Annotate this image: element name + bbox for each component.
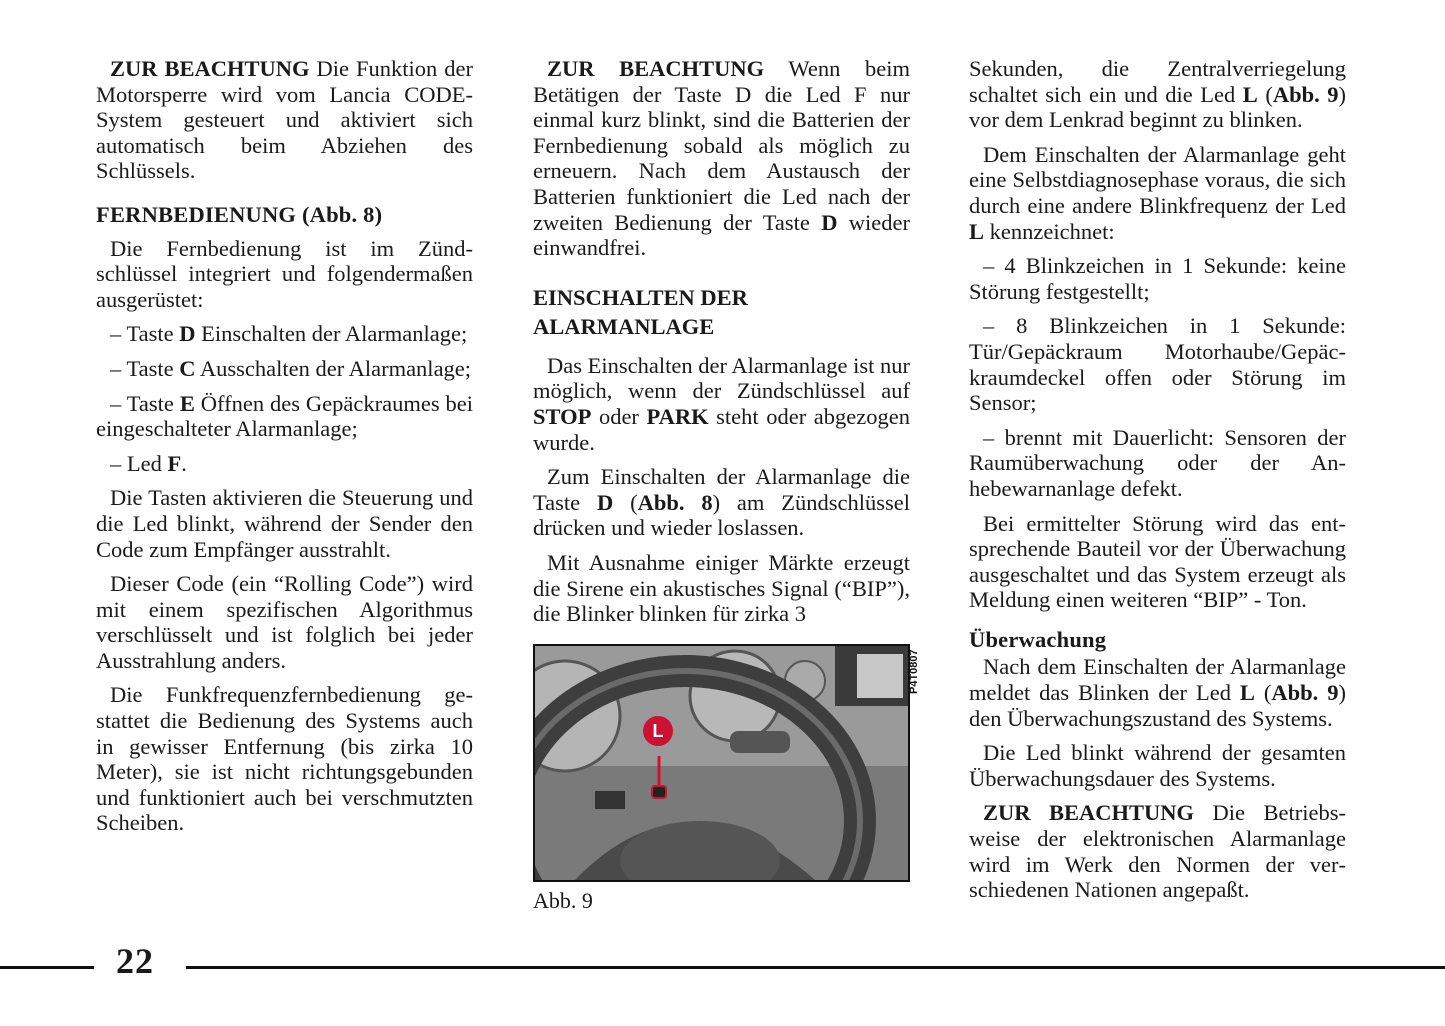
footer-rule-left	[0, 966, 94, 969]
paragraph: Das Einschalten der Alarmanlage ist nur möglich, wenn der Zündschlüssel auf STOP oder PARK steht oder abgezogen wurde.	[533, 352, 911, 455]
list-item: – 8 Blinkzeichen in 1 Sekunde: Tür/Gepäckraum Motorhaube/Gepäckraumdeckel offen oder Störung im Sensor;	[969, 313, 1346, 416]
note-paragraph: ZUR BEACHTUNG Wenn beim Betätigen der Taste D die Led F nur einmal kurz blinkt, sind die Batterien der Fernbedienung sobald als möglich zu erneuern. Nach dem Austausch der Batterien funktioniert die Led nach der zweiten Bedienung der Taste D wieder einwandfrei.	[533, 56, 911, 261]
paragraph: Die Tasten aktivieren die Steuerung und die Led blinkt, während der Sender den Code zum Empfänger ausstrahlt.	[96, 485, 473, 562]
paragraph: Mit Ausnahme einiger Märkte erzeugt die Sirene ein akustisches Signal (“BIP”), die Blinker blinken für zirka 3	[533, 549, 910, 627]
section-heading-watch: Überwachung	[969, 626, 1107, 652]
page-number: 22	[116, 941, 154, 981]
paragraph: Dieser Code (ein “Rolling Code”) wird mit einem spezifischen Algorithmus verschlüsselt und ist folglich bei jeder Ausstrahlung anders.	[96, 571, 473, 673]
paragraph: Sekunden, die Zentralverriegelung schaltet sich ein und die Led L (Abb. 9) vor dem Lenkrad beginnt zu blinken.	[969, 56, 1346, 133]
paragraph: Die Led blinkt während der gesamten Überwachungsdauer des Systems.	[969, 740, 1346, 791]
steering-wheel-illustration	[535, 646, 908, 880]
paragraph: Nach dem Einschalten der Alarmanlage meldet das Blinken der Led L (Abb. 9) den Überwachungszustand des Systems.	[969, 654, 1346, 731]
text-column-left	[96, 56, 473, 845]
list-item: – brennt mit Dauerlicht: Sensoren der Raumüberwachung oder der Anhebewarnanlage defekt.	[969, 424, 1346, 501]
list-item: – Led F.	[110, 450, 187, 476]
paragraph: Die Fernbedienung ist im Zündschlüssel integriert und folgendermaßen ausgerüstet:	[96, 235, 473, 312]
list-item: – Taste D Einschalten der Alarmanlage;	[110, 321, 468, 347]
dashboard-figure	[533, 644, 910, 882]
figure-code: P4T0807	[908, 649, 920, 695]
section-heading-alarm: EINSCHALTEN DER ALARMANLAGE	[533, 284, 748, 339]
list-item: – 4 Blinkzeichen in 1 Sekunde: keine Störung festgestellt;	[969, 253, 1346, 304]
section-heading-remote: FERNBEDIENUNG (Abb. 8)	[96, 201, 383, 227]
list-item: – Taste C Ausschalten der Alarmanlage;	[110, 355, 472, 381]
paragraph: Bei ermittelter Störung wird das entsprechende Bauteil vor der Überwachung ausgeschaltet und das System erzeugt als Meldung einen weiteren “BIP” - Ton.	[969, 510, 1346, 613]
figure-caption: Abb. 9	[533, 888, 593, 913]
led-l-marker: L	[643, 716, 673, 746]
paragraph: Die Funkfrequenzfernbedienung gestattet die Bedienung des Systems auch in gewisser Entfernung (bis zirka 10 Meter), sie ist nicht richtungsgebunden und funktioniert auch bei verschmutzten Scheiben.	[96, 682, 473, 836]
note-paragraph: ZUR BEACHTUNG Die Betriebsweise der elektronischen Alarmanlage wird im Werk den Normen der verschiedenen Nationen angepaßt.	[969, 800, 1346, 903]
text-column-middle	[533, 56, 910, 636]
paragraph: Dem Einschalten der Alarmanlage geht eine Selbstdiagnosephase voraus, die sich durch eine andere Blinkfrequenz der Led L kennzeichnet:	[969, 141, 1346, 244]
footer-rule-right	[186, 966, 1445, 969]
text-column-right	[969, 56, 1346, 912]
note-paragraph: ZUR BEACHTUNG Die Funktion der Motorsperre wird vom Lancia CODE- System gesteuert und aktiviert sich automatisch beim Abziehen des Schlüssels.	[96, 56, 474, 184]
paragraph: Zum Einschalten der Alarmanlage die Taste D (Abb. 8) am Zündschlüssel drücken und wieder loslassen.	[533, 464, 910, 541]
list-item: – Taste E Öffnen des Gepäckraumes bei eingeschalteter Alarmanlage;	[96, 390, 474, 442]
